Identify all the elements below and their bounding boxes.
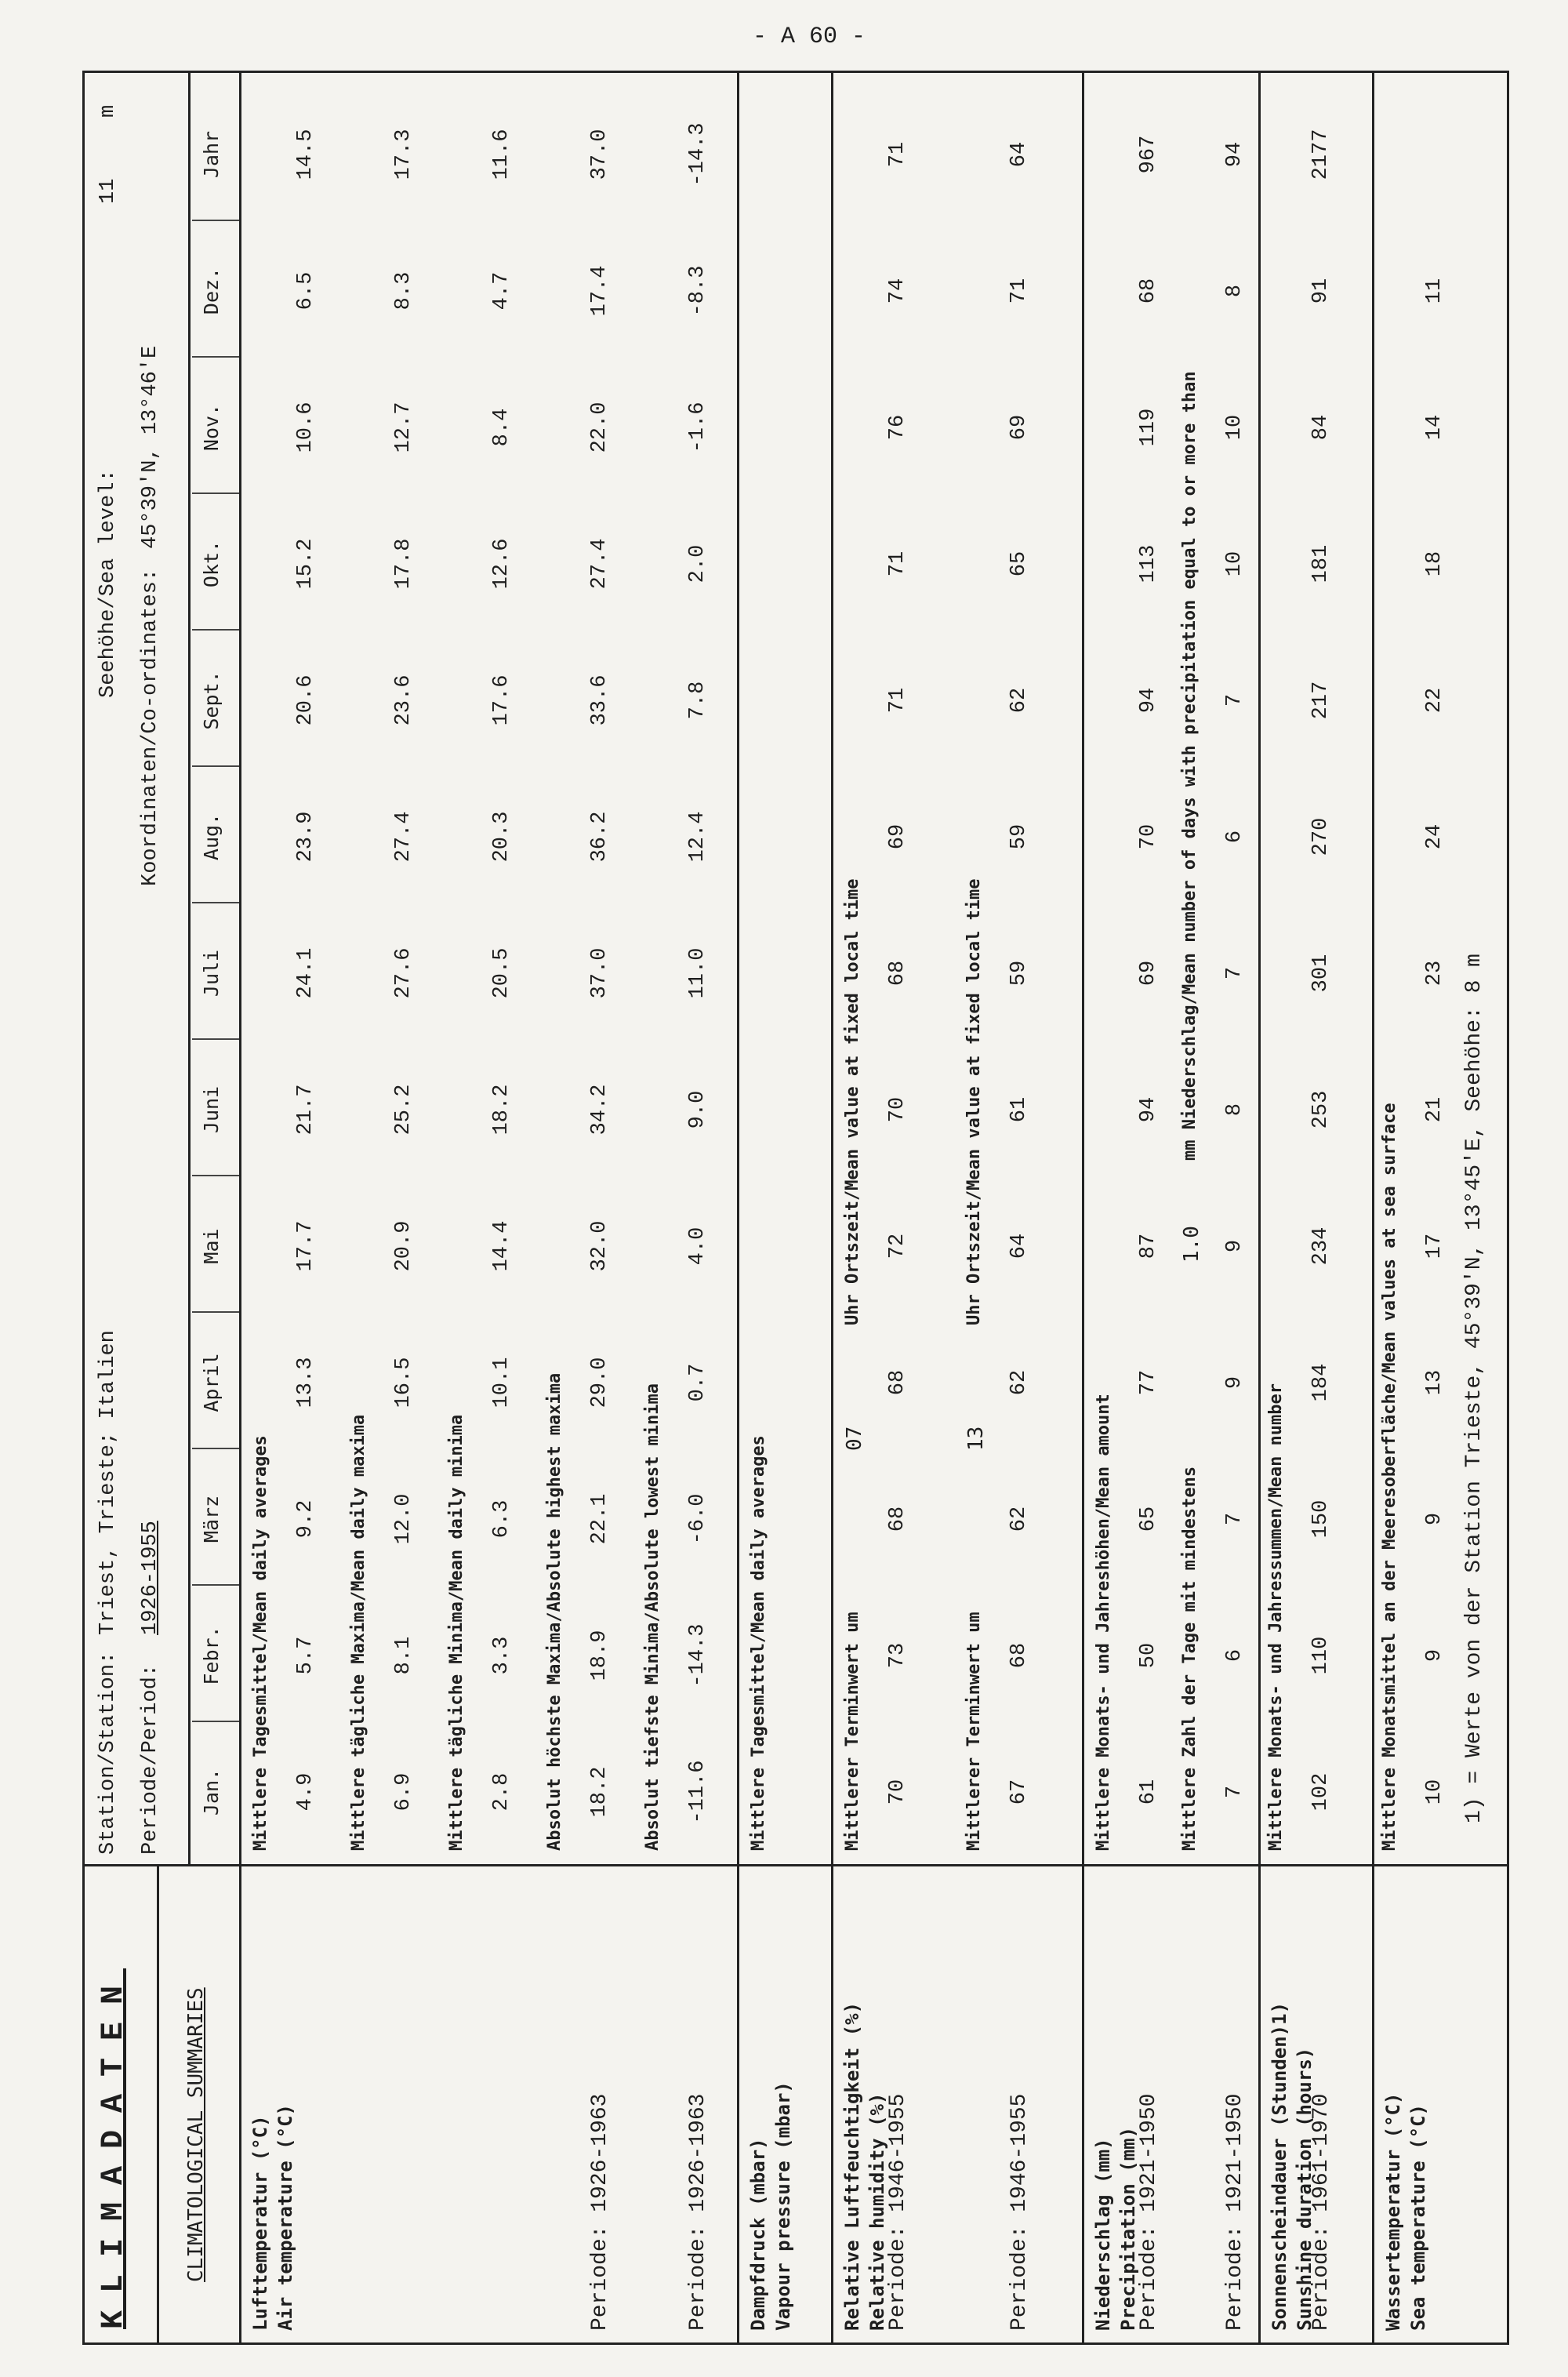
divider — [192, 1448, 239, 1449]
table-cell: 6.3 — [490, 1499, 514, 1539]
table-cell: 68 — [1137, 278, 1160, 304]
section-name: Wassertemperatur (°C) — [1382, 2092, 1404, 2331]
table-cell: 4.0 — [686, 1227, 710, 1266]
table-cell: 94 — [1137, 687, 1160, 714]
table-cell: 3.3 — [490, 1636, 514, 1675]
divider — [192, 492, 239, 494]
table-cell: 20.9 — [392, 1220, 416, 1272]
table-cell: 21.7 — [294, 1084, 318, 1136]
table-cell: 29.0 — [588, 1357, 612, 1408]
section-name: Vapour pressure (mbar) — [772, 2081, 794, 2331]
block-caption: Mittlere tägliche Minima/Mean daily minima — [447, 1414, 466, 1851]
table-cell: 16.5 — [392, 1357, 416, 1408]
divider — [157, 1866, 159, 2345]
table-cell: 10 — [1223, 414, 1247, 441]
table-cell: 7 — [1223, 1785, 1247, 1799]
table-cell: 94 — [1223, 141, 1247, 168]
month-header: Juli — [200, 949, 223, 998]
sea-level-unit: m — [96, 104, 120, 118]
table-cell: 12.7 — [392, 402, 416, 453]
table-cell: 32.0 — [588, 1220, 612, 1272]
month-header: Okt. — [200, 540, 223, 588]
table-cell: 70 — [1137, 823, 1160, 850]
month-header: Nov. — [200, 403, 223, 452]
divider — [192, 902, 239, 903]
table-cell: 234 — [1309, 1227, 1333, 1266]
section-name: Sunshine duration (hours) — [1294, 2047, 1316, 2331]
table-cell: 18 — [1423, 551, 1446, 577]
table-cell: 50 — [1137, 1642, 1160, 1669]
table-cell: 24.1 — [294, 947, 318, 999]
month-header: Juni — [200, 1085, 223, 1134]
month-header: Aug. — [200, 812, 223, 861]
table-cell: 73 — [886, 1642, 909, 1669]
block-caption: Absolut höchste Maxima/Absolute highest maxima — [545, 1372, 564, 1851]
table-cell: 9 — [1423, 1512, 1446, 1526]
block-caption: Mittlere Tagesmittel/Mean daily averages — [251, 1435, 270, 1851]
table-cell: 14 — [1423, 414, 1446, 441]
section-name: Niederschlag (mm) — [1092, 2138, 1114, 2331]
month-header: April — [200, 1353, 223, 1412]
divider — [192, 356, 239, 358]
section-name: Air temperature (°C) — [274, 2104, 296, 2331]
table-cell: 59 — [1007, 960, 1031, 987]
divider — [192, 220, 239, 221]
block-caption: Absolut tiefste Minima/Absolute lowest minima — [643, 1383, 662, 1851]
table-cell: -11.6 — [686, 1760, 710, 1824]
table-cell: 27.6 — [392, 947, 416, 999]
divider — [192, 1175, 239, 1176]
table-cell: 84 — [1309, 414, 1333, 441]
table-cell: 11.6 — [490, 129, 514, 180]
table-cell: 22 — [1423, 687, 1446, 714]
block-period: Periode: 1961-1970 — [1309, 2093, 1334, 2331]
table-cell: 65 — [1007, 551, 1031, 577]
period-value: 1926-1955 — [139, 1521, 162, 1635]
block-caption: Mittlerer Terminwert um — [964, 1612, 984, 1851]
table-cell: 119 — [1137, 408, 1160, 447]
block-period: Periode: 1926-1963 — [686, 2093, 710, 2331]
table-cell: 64 — [1007, 1233, 1031, 1259]
table-cell: 69 — [886, 823, 909, 850]
table-cell: -1.6 — [686, 402, 710, 453]
table-cell: 17.6 — [490, 674, 514, 726]
month-header: Sept. — [200, 671, 223, 730]
sea-level-label: Seehöhe/Sea level: — [96, 469, 120, 698]
footnote: 1) = Werte von der Station Trieste, 45°39'N, 13°45'E, Seehöhe: 8 m — [1462, 954, 1486, 1823]
table-cell: 64 — [1007, 141, 1031, 168]
block-caption: Mittlere Monats- und Jahreshöhen/Mean amount — [1094, 1394, 1113, 1851]
block-caption: Mittlere Monats- und Jahressummen/Mean number — [1266, 1383, 1286, 1851]
section-name: Relative Luftfeuchtigkeit (%) — [841, 2001, 863, 2331]
section-divider — [831, 71, 833, 2345]
table-cell: 69 — [1137, 960, 1160, 987]
month-header: Jahr — [200, 130, 223, 179]
block-caption: Mittlere tägliche Maxima/Mean daily maxima — [349, 1414, 368, 1851]
table-cell: -8.3 — [686, 265, 710, 317]
table-cell: 217 — [1309, 681, 1333, 720]
climate-table — [82, 71, 1509, 2345]
table-cell: 21 — [1423, 1096, 1446, 1123]
table-cell: 27.4 — [392, 811, 416, 863]
table-cell: 23.6 — [392, 674, 416, 726]
table-cell: 7 — [1223, 966, 1247, 980]
table-cell: 301 — [1309, 954, 1333, 993]
table-cell: 2.8 — [490, 1772, 514, 1812]
table-cell: 87 — [1137, 1233, 1160, 1259]
coords-value: 45°39'N, 13°46'E — [139, 345, 162, 549]
block-caption-2: Uhr Ortszeit/Mean value at fixed local time — [843, 878, 862, 1325]
sea-level-value: 11 — [96, 178, 120, 204]
table-cell: 15.2 — [294, 538, 318, 590]
table-cell: 68 — [886, 960, 909, 987]
divider — [192, 629, 239, 631]
month-header: Febr. — [200, 1626, 223, 1685]
table-cell: -14.3 — [686, 122, 710, 187]
table-cell: 71 — [886, 687, 909, 714]
divider — [192, 1038, 239, 1040]
divider — [188, 71, 191, 1866]
table-cell: 91 — [1309, 278, 1333, 304]
table-cell: 10 — [1223, 551, 1247, 577]
block-caption: Mittlere Monatsmittel an der Meeresoberfläche/Mean values at sea surface — [1380, 1103, 1399, 1851]
table-cell: 9.2 — [294, 1499, 318, 1539]
page-number: - A 60 - — [753, 24, 866, 50]
table-cell: 61 — [1007, 1096, 1031, 1123]
table-cell: 253 — [1309, 1090, 1333, 1129]
section-name: Sonnenscheindauer (Stunden)1) — [1269, 2001, 1290, 2331]
table-cell: 10.6 — [294, 402, 318, 453]
table-cell: 7 — [1223, 1512, 1247, 1526]
table-cell: 36.2 — [588, 811, 612, 863]
table-cell: 71 — [886, 141, 909, 168]
table-cell: 59 — [1007, 823, 1031, 850]
table-cell: 184 — [1309, 1363, 1333, 1402]
block-period: Periode: 1921-1950 — [1223, 2093, 1247, 2331]
table-cell: 18.9 — [588, 1630, 612, 1681]
block-caption-2: Uhr Ortszeit/Mean value at fixed local time — [964, 878, 984, 1325]
divider — [192, 1721, 239, 1722]
table-cell: 69 — [1007, 414, 1031, 441]
table-cell: 8 — [1223, 284, 1247, 298]
table-cell: 12.6 — [490, 538, 514, 590]
table-cell: 24 — [1423, 823, 1446, 850]
table-cell: 102 — [1309, 1772, 1333, 1812]
table-cell: -6.0 — [686, 1493, 710, 1545]
table-cell: 270 — [1309, 817, 1333, 856]
table-cell: 71 — [1007, 278, 1031, 304]
table-cell: 37.0 — [588, 129, 612, 180]
table-cell: 14.5 — [294, 129, 318, 180]
table-cell: 6 — [1223, 830, 1247, 844]
table-cell: 4.9 — [294, 1772, 318, 1812]
table-cell: 9 — [1223, 1239, 1247, 1253]
month-header: Mai — [200, 1228, 223, 1264]
table-cell: 27.4 — [588, 538, 612, 590]
table-cell: 65 — [1137, 1506, 1160, 1532]
block-caption: Mittlere Tagesmittel/Mean daily averages — [749, 1435, 768, 1851]
table-cell: 10.1 — [490, 1357, 514, 1408]
table-cell: 150 — [1309, 1499, 1333, 1539]
table-cell: 17 — [1423, 1233, 1446, 1259]
table-cell: 6.9 — [392, 1772, 416, 1812]
table-cell: 181 — [1309, 544, 1333, 583]
month-header: März — [200, 1495, 223, 1543]
block-caption: Mittlerer Terminwert um — [843, 1612, 862, 1851]
station-label: Station/Station: — [96, 1651, 120, 1855]
table-cell: 7 — [1223, 693, 1247, 707]
divider — [192, 1311, 239, 1313]
table-cell: 9.0 — [686, 1090, 710, 1129]
table-cell: 11 — [1423, 278, 1446, 304]
threshold-value: 1.0 — [1180, 1226, 1203, 1263]
table-cell: 94 — [1137, 1096, 1160, 1123]
table-cell: 110 — [1309, 1636, 1333, 1675]
table-cell: 967 — [1137, 135, 1160, 174]
table-cell: 18.2 — [490, 1084, 514, 1136]
table-cell: 20.6 — [294, 674, 318, 726]
table-cell: 9 — [1223, 1376, 1247, 1390]
block-period: Periode: 1946-1955 — [1007, 2093, 1032, 2331]
table-cell: 2177 — [1309, 129, 1333, 180]
table-cell: 71 — [886, 551, 909, 577]
table-cell: 22.1 — [588, 1493, 612, 1545]
divider — [192, 1584, 239, 1586]
table-cell: 23 — [1423, 960, 1446, 987]
table-cell: 8.1 — [392, 1636, 416, 1675]
table-cell: 61 — [1137, 1779, 1160, 1805]
table-cell: 77 — [1137, 1369, 1160, 1396]
table-cell: 17.8 — [392, 538, 416, 590]
divider — [239, 71, 241, 2345]
hour-value: 07 — [843, 1426, 866, 1451]
table-cell: 20.5 — [490, 947, 514, 999]
table-cell: 17.3 — [392, 129, 416, 180]
table-cell: 37.0 — [588, 947, 612, 999]
table-cell: 5.7 — [294, 1636, 318, 1675]
coords-label: Koordinaten/Co-ordinates: — [139, 568, 162, 886]
table-cell: 33.6 — [588, 674, 612, 726]
table-cell: 68 — [886, 1506, 909, 1532]
table-cell: 68 — [886, 1369, 909, 1396]
table-cell: 20.3 — [490, 811, 514, 863]
table-cell: 67 — [1007, 1779, 1031, 1805]
section-name: Precipitation (mm) — [1117, 2126, 1139, 2331]
section-name: Dampfdruck (mbar) — [747, 2138, 769, 2331]
table-cell: 12.4 — [686, 811, 710, 863]
table-cell: 8.3 — [392, 271, 416, 311]
section-name: Lufttemperatur (°C) — [249, 2115, 271, 2331]
table-cell: 7.8 — [686, 681, 710, 720]
table-cell: 8 — [1223, 1103, 1247, 1117]
table-cell: 25.2 — [392, 1084, 416, 1136]
table-cell: 62 — [1007, 1369, 1031, 1396]
table-cell: 10 — [1423, 1779, 1446, 1805]
table-cell: 18.2 — [588, 1766, 612, 1818]
table-cell: 11.0 — [686, 947, 710, 999]
table-cell: 70 — [886, 1096, 909, 1123]
table-cell: 34.2 — [588, 1084, 612, 1136]
table-cell: 9 — [1423, 1648, 1446, 1663]
month-header: Dez. — [200, 267, 223, 315]
block-caption: Mittlere Zahl der Tage mit mindestens — [1180, 1466, 1200, 1851]
table-cell: 14.4 — [490, 1220, 514, 1272]
month-header: Jan. — [200, 1768, 223, 1816]
table-cell: 13.3 — [294, 1357, 318, 1408]
hour-value: 13 — [964, 1426, 988, 1451]
table-cell: 17.4 — [588, 265, 612, 317]
table-cell: 72 — [886, 1233, 909, 1259]
section-divider — [1372, 71, 1374, 2345]
table-cell: 113 — [1137, 544, 1160, 583]
station-name: Triest, Trieste; Italien — [96, 1330, 120, 1635]
block-period: Periode: 1921-1950 — [1137, 2093, 1161, 2331]
section-divider — [1082, 71, 1084, 2345]
section-name: Sea temperature (°C) — [1407, 2104, 1429, 2331]
table-cell: 68 — [1007, 1642, 1031, 1669]
divider — [82, 1864, 1509, 1866]
section-divider — [1258, 71, 1261, 2345]
table-cell: 17.7 — [294, 1220, 318, 1272]
block-period: Periode: 1926-1963 — [588, 2093, 612, 2331]
table-cell: 13 — [1423, 1369, 1446, 1396]
table-cell: 2.0 — [686, 544, 710, 583]
table-cell: 0.7 — [686, 1363, 710, 1402]
table-cell: 74 — [886, 278, 909, 304]
table-cell: 6 — [1223, 1648, 1247, 1663]
table-cell: 6.5 — [294, 271, 318, 311]
block-period: Periode: 1946-1955 — [886, 2093, 910, 2331]
block-caption-2: mm Niederschlag/Mean number of days with precipitation equal to or more than — [1180, 371, 1200, 1161]
table-cell: 23.9 — [294, 811, 318, 863]
table-cell: 22.0 — [588, 402, 612, 453]
table-cell: 8.4 — [490, 408, 514, 447]
page-subtitle: CLIMATOLOGICAL SUMMARIES — [184, 1987, 208, 2282]
divider — [192, 765, 239, 767]
section-divider — [737, 71, 739, 2345]
page-title: KLIMADATEN — [96, 1968, 132, 2329]
section-name: Relative humidity (%) — [866, 2092, 888, 2331]
table-cell: 12.0 — [392, 1493, 416, 1545]
table-cell: 62 — [1007, 687, 1031, 714]
table-cell: 76 — [886, 414, 909, 441]
table-cell: 4.7 — [490, 271, 514, 311]
period-label: Periode/Period: — [139, 1663, 162, 1855]
table-cell: 70 — [886, 1779, 909, 1805]
table-cell: 62 — [1007, 1506, 1031, 1532]
table-cell: -14.3 — [686, 1623, 710, 1688]
